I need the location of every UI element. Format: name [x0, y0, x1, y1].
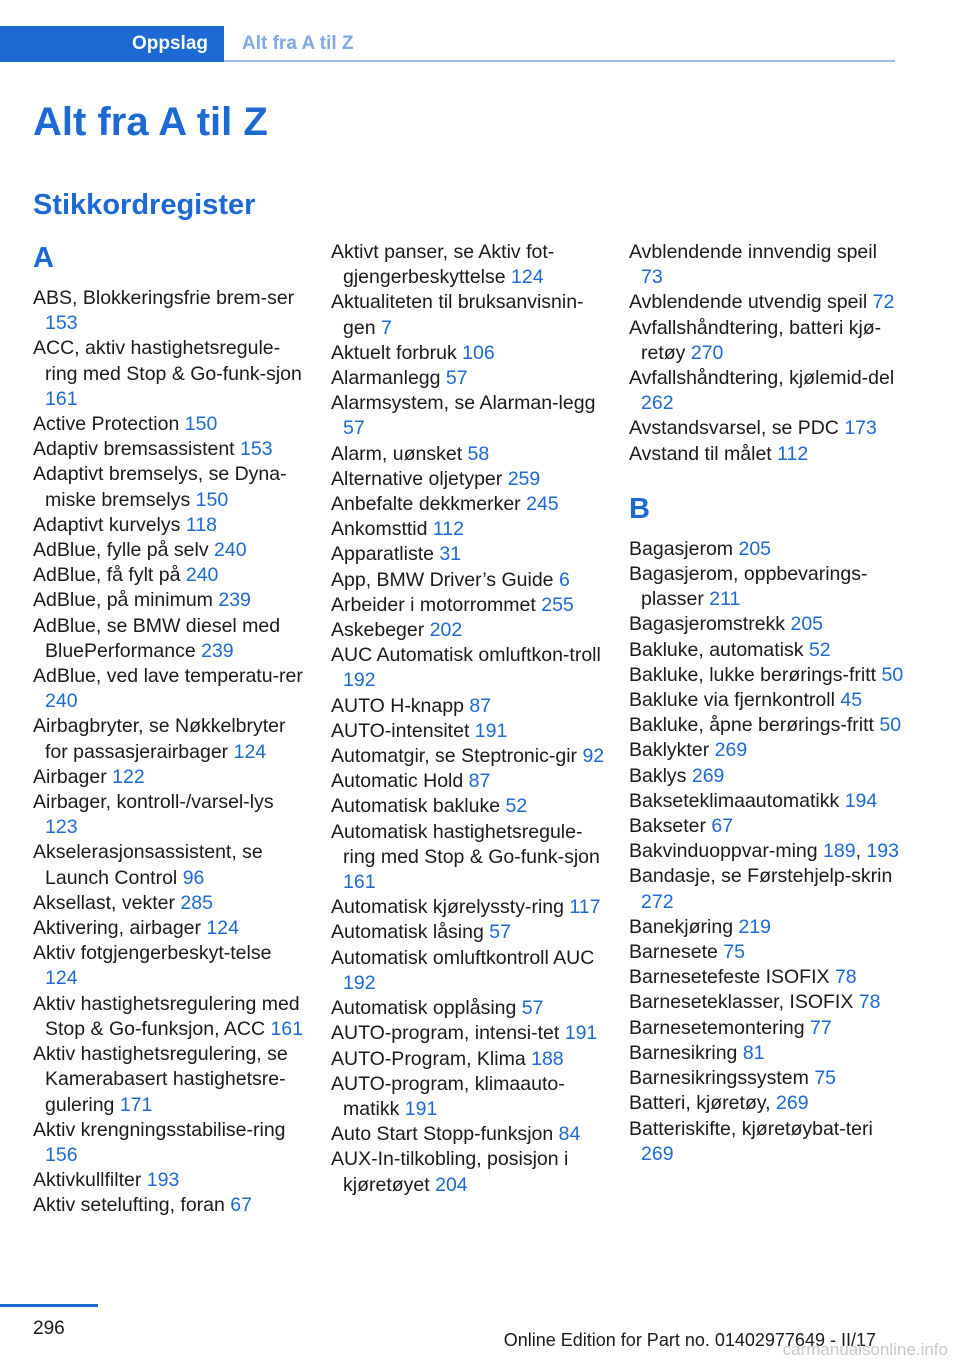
index-entry-text: Automatic Hold [331, 770, 464, 793]
page-link[interactable]: 6 [558, 568, 570, 591]
index-entry-text: Baklykter [629, 739, 710, 762]
page-link[interactable]: 161 [270, 1017, 303, 1040]
index-entry [331, 1072, 606, 1122]
index-entry-text: Banekjøring [629, 915, 734, 938]
index-entry [33, 286, 308, 336]
index-entry-text: Aktivt panser, se Aktiv fot‐gjengerbeskyttelse [331, 241, 555, 289]
index-entry-text: Adaptivt bremselys, se Dyna‐miske bremselys [33, 463, 287, 511]
index-entry-text: Barneseteklasser, ISOFIX [629, 991, 854, 1014]
index-entry [629, 366, 904, 416]
index-entry [629, 416, 904, 441]
page-link[interactable]: 240 [45, 690, 78, 713]
page-link[interactable]: 204 [435, 1173, 468, 1196]
index-entry-text: Airbager [33, 765, 107, 788]
index-entry [629, 638, 904, 663]
page-link[interactable]: 67 [711, 815, 734, 838]
index-entry-text: AUTO H-knapp [331, 694, 464, 717]
page-link[interactable]: 161 [45, 387, 78, 410]
index-entry [331, 895, 606, 920]
page-number: 296 [33, 1318, 65, 1339]
index-entry [331, 1047, 606, 1072]
index-entry-text: Ankomsttid [331, 518, 428, 541]
index-entry-text: Avblendende utvendig speil [629, 291, 868, 314]
index-entry [331, 442, 606, 467]
footer-rule [0, 1304, 98, 1307]
index-entry [33, 513, 308, 538]
page-link[interactable]: 75 [723, 941, 746, 964]
index-entry [629, 1016, 904, 1041]
index-entry [33, 588, 308, 613]
index-entry-text: Batteri, kjøretøy, [629, 1092, 771, 1115]
page-link[interactable]: 92 [582, 745, 605, 768]
index-entry-text: Alarmanlegg [331, 367, 441, 390]
page-link[interactable]: 84 [558, 1123, 581, 1146]
section-subtitle: Stikkordregister [33, 189, 256, 221]
page-link[interactable]: 219 [738, 915, 772, 938]
index-entry-text: App, BMW Driver’s Guide [331, 568, 554, 591]
index-entry [33, 765, 308, 790]
header-divider [224, 60, 895, 62]
page-link[interactable]: 194 [844, 789, 878, 812]
index-entry [331, 794, 606, 819]
index-entry-text: Alarm, uønsket [331, 442, 463, 465]
index-entry-text: Bakluke, lukke berørings‐fritt [629, 663, 877, 686]
index-entry [331, 240, 606, 290]
page-link[interactable]: 255 [541, 593, 574, 616]
index-entry-text: Automatisk kjørelyssty‐ring [331, 896, 564, 919]
page-link[interactable]: 81 [742, 1041, 765, 1064]
index-entry-text: Baklys [629, 764, 687, 787]
page-link[interactable]: 117 [569, 896, 601, 919]
index-entry [331, 290, 606, 340]
index-column-2 [331, 240, 606, 1198]
page-link[interactable]: 112 [777, 442, 809, 465]
page-link[interactable]: 192 [343, 971, 376, 994]
index-entry [629, 537, 904, 562]
index-entry [629, 940, 904, 965]
index-entry [33, 992, 308, 1042]
page-link[interactable]: 57 [489, 921, 511, 944]
page-link[interactable]: 202 [429, 619, 463, 642]
index-entry [629, 839, 904, 864]
page-link[interactable]: 87 [469, 694, 492, 717]
index-entry-text: Automatgir, se Steptronic-gir [331, 745, 578, 768]
index-entry [331, 694, 606, 719]
page-link[interactable]: 124 [45, 967, 78, 990]
page-link[interactable]: 189 [823, 840, 856, 863]
edition-note: Online Edition for Part no. 01402977649 - II/17 [503, 1330, 876, 1350]
page-link[interactable]: 118 [185, 513, 217, 536]
index-entry [331, 542, 606, 567]
page-link[interactable]: 205 [790, 613, 824, 636]
index-entry [33, 437, 308, 462]
page-link[interactable]: 77 [810, 1016, 832, 1039]
index-entry [629, 738, 904, 763]
index-entry-text: AdBlue, på minimum [33, 589, 213, 612]
index-entry-text: Askebeger [331, 619, 425, 642]
page-link[interactable]: 270 [690, 341, 724, 364]
index-entry [629, 688, 904, 713]
index-entry [629, 814, 904, 839]
index-entry [629, 990, 904, 1015]
index-entry-text: Aktiv fotgjengerbeskyt‐telse [33, 942, 272, 965]
page-link[interactable]: 50 [881, 663, 904, 686]
index-entry-text: Alarmsystem, se Alarman‐legg [331, 392, 596, 415]
index-entry-text: Bakluke, automatisk [629, 638, 804, 661]
page-link[interactable]: 269 [691, 764, 725, 787]
index-entry-text: Auto Start Stopp-funksjon [331, 1123, 554, 1146]
index-entry [33, 563, 308, 588]
index-entry [33, 1042, 308, 1118]
page-link[interactable]: 193 [866, 840, 899, 863]
index-entry-text: AdBlue, se BMW diesel med BluePerformance [33, 614, 281, 662]
page-link[interactable]: 78 [834, 966, 857, 989]
index-entry [33, 840, 308, 890]
index-entry [33, 714, 308, 764]
index-entry-text: Aktualiteten til bruksanvisnin‐gen [331, 291, 584, 339]
page-link[interactable]: 240 [185, 564, 219, 587]
index-entry [629, 290, 904, 315]
index-entry-text: Bandasje, se Førstehjelp‐skrin [629, 865, 893, 888]
index-entry-text: Avblendende innvendig speil [629, 241, 877, 263]
index-entry-text: Aktiv hastighetsregulering med Stop & Go-funksjon, ACC [33, 992, 300, 1040]
page-link[interactable]: 124 [233, 740, 267, 763]
index-entry [331, 920, 606, 945]
index-entry-text: Bakluke, åpne berørings‐fritt [629, 714, 874, 737]
page-link[interactable]: 87 [468, 770, 491, 793]
index-entry-text: Automatisk omluftkontroll AUC [331, 946, 595, 969]
index-entry [331, 618, 606, 643]
section-letter: A [33, 242, 54, 274]
index-entry-text: Airbagbryter, se Nøkkelbryter for passasjerairbager [33, 715, 286, 763]
page-link[interactable]: 123 [45, 816, 78, 839]
page-link[interactable]: 31 [439, 543, 462, 566]
index-entry [33, 941, 308, 991]
index-entry-text: Arbeider i motorrommet [331, 593, 536, 616]
page-link[interactable]: 161 [343, 871, 376, 894]
index-entry-text: Adaptiv bremsassistent [33, 438, 235, 461]
page-link[interactable]: 191 [564, 1022, 598, 1045]
index-entry-text: Avstandsvarsel, se PDC [629, 417, 839, 440]
index-entry-text: ABS, Blokkeringsfrie brem‐ser [33, 287, 295, 309]
page-link[interactable]: 245 [526, 493, 559, 516]
index-entry-text: Barnesete [629, 941, 718, 964]
index-entry-text: Apparatliste [331, 543, 434, 566]
index-entry [629, 562, 904, 612]
index-entry [331, 492, 606, 517]
page-separator: , [855, 840, 861, 863]
page-link[interactable]: 78 [858, 991, 881, 1014]
index-entry-text: Barnesetefeste ISOFIX [629, 966, 830, 989]
index-entry-text: Automatisk hastighetsregule‐ring med Stop & Go-funk‐sjon [331, 820, 600, 868]
index-entry [331, 593, 606, 618]
index-entry [629, 316, 904, 366]
index-entry-text: Aktivkullfilter [33, 1169, 142, 1192]
page-link[interactable]: 58 [467, 442, 490, 465]
page-link[interactable]: 52 [505, 795, 528, 818]
index-entry [33, 664, 308, 714]
page-link[interactable]: 45 [840, 689, 863, 712]
index-entry [331, 769, 606, 794]
index-entry [33, 1193, 308, 1218]
index-entry-text: Bagasjerom [629, 537, 734, 560]
page-link[interactable]: 122 [112, 765, 145, 788]
index-column-3 [629, 240, 904, 1167]
page-link[interactable]: 269 [641, 1142, 674, 1165]
page-link[interactable]: 173 [844, 417, 877, 440]
page-link[interactable]: 150 [184, 413, 218, 436]
page-link[interactable]: 269 [776, 1092, 809, 1115]
index-entry [331, 719, 606, 744]
index-entry-text: AdBlue, ved lave temperatu‐rer [33, 665, 303, 688]
index-entry-text: Batteriskifte, kjøretøybat‐teri [629, 1117, 873, 1140]
page-link[interactable]: 57 [445, 367, 468, 390]
index-entry-text: Aktiv hastighetsregulering, se Kamerabasert hastighetsre‐gulering [33, 1043, 288, 1116]
index-entry-text: Automatisk bakluke [331, 795, 501, 818]
index-entry-text: AUTO-Program, Klima [331, 1047, 526, 1070]
tab-oppslag[interactable]: Oppslag [0, 26, 224, 62]
index-entry-text: Barnesikringssystem [629, 1067, 809, 1090]
index-entry-text: Automatisk opplåsing [331, 997, 517, 1020]
index-entry [33, 336, 308, 412]
page-link[interactable]: 67 [230, 1194, 252, 1217]
page-link[interactable]: 211 [709, 588, 741, 611]
page-link[interactable]: 153 [240, 438, 273, 461]
index-entry [331, 341, 606, 366]
page-link[interactable]: 153 [45, 312, 78, 335]
page-link[interactable]: 269 [714, 739, 748, 762]
index-entry-text: AUTO-program, intensi‐tet [331, 1022, 560, 1045]
page-link[interactable]: 191 [474, 719, 508, 742]
index-entry-text: Aktiv krengningsstabilise‐ring [33, 1118, 286, 1141]
index-entry [331, 1147, 606, 1197]
index-entry-text: Aksellast, vekter [33, 891, 175, 914]
index-entry [331, 996, 606, 1021]
page-link[interactable]: 72 [872, 291, 895, 314]
watermark: carmanualsonline.info [782, 1340, 948, 1359]
page-link[interactable]: 73 [641, 266, 663, 289]
index-entry-text: Bakluke via fjernkontroll [629, 689, 835, 712]
page-link[interactable]: 124 [511, 266, 544, 289]
index-entry-text: Barnesikring [629, 1041, 738, 1064]
index-entry [629, 965, 904, 990]
page-title: Alt fra A til Z [33, 100, 268, 144]
page-link[interactable]: 193 [146, 1169, 180, 1192]
page-link[interactable]: 259 [507, 467, 541, 490]
page-link[interactable]: 106 [462, 341, 495, 364]
index-entry-text: Aktivering, airbager [33, 917, 201, 940]
index-entry-text: AUC Automatisk omluftkon‐troll [331, 644, 601, 667]
index-entry-text: Bagasjerom, oppbevarings‐plasser [629, 563, 868, 611]
index-entry [331, 568, 606, 593]
index-entry-text: Avstand til målet [629, 442, 772, 465]
index-entry [331, 517, 606, 542]
index-entry-text: Anbefalte dekkmerker [331, 493, 521, 516]
index-column-1 [33, 240, 308, 1219]
index-entry [331, 366, 606, 391]
page-link[interactable]: 112 [432, 518, 464, 541]
index-entry-text: Barnesetemontering [629, 1016, 805, 1039]
index-entry-text: Automatisk låsing [331, 921, 484, 944]
index-entry [629, 1066, 904, 1091]
index-entry [331, 946, 606, 996]
section-letter: B [629, 492, 650, 525]
index-entry-text: Bagasjeromstrekk [629, 613, 786, 636]
index-entry [629, 1041, 904, 1066]
index-entry-text: Avfallshåndtering, kjølemid‐del [629, 367, 895, 390]
top-navigation [0, 26, 895, 62]
index-entry-text: AdBlue, få fylt på [33, 564, 181, 587]
page-link[interactable]: 262 [641, 392, 674, 415]
index-entry [629, 240, 904, 290]
index-entry [33, 614, 308, 664]
page-link[interactable]: 57 [343, 417, 365, 440]
page-link[interactable]: 205 [738, 537, 772, 560]
page-link[interactable]: 171 [119, 1093, 153, 1116]
page-link[interactable]: 285 [180, 891, 213, 914]
index-entry [629, 864, 904, 914]
index-entry-text: Aktiv setelufting, foran [33, 1194, 225, 1217]
index-entry-text: Bakseteklimaautomatikk [629, 789, 840, 812]
index-entry [33, 462, 308, 512]
index-entry-text: ACC, aktiv hastighetsregule‐ring med Stop & Go-funk‐sjon [33, 337, 302, 385]
tab-alt-fra-a-til-z[interactable]: Alt fra A til Z [242, 33, 354, 54]
index-entry [331, 467, 606, 492]
index-entry-text: Aktuelt forbruk [331, 341, 457, 364]
page-link[interactable]: 239 [201, 639, 234, 662]
page-link[interactable]: 150 [195, 488, 229, 511]
index-entry [629, 663, 904, 688]
index-entry [629, 612, 904, 637]
index-entry [33, 790, 308, 840]
page-link[interactable]: 57 [521, 997, 544, 1020]
index-entry [331, 1021, 606, 1046]
index-entry [629, 713, 904, 738]
index-entry-text: Alternative oljetyper [331, 467, 503, 490]
index-entry-text: Akselerasjonsassistent, se Launch Control [33, 841, 263, 889]
index-entry [33, 891, 308, 916]
page-link[interactable]: 50 [879, 714, 902, 737]
index-entry-text: AUTO-intensitet [331, 719, 470, 742]
page-link[interactable]: 96 [182, 866, 205, 889]
index-entry [33, 412, 308, 437]
index-entry-text: AdBlue, fylle på selv [33, 539, 209, 562]
index-entry-text: Airbager, kontroll-/varsel‐lys [33, 791, 274, 814]
index-entry [629, 915, 904, 940]
page-link[interactable]: 240 [214, 539, 247, 562]
page-link[interactable]: 7 [380, 316, 392, 339]
index-entry-text: Avfallshåndtering, batteri kjø‐retøy [629, 316, 882, 364]
index-entry-text: AUTO-program, klimaauto‐matikk [331, 1072, 565, 1120]
index-entry [33, 1168, 308, 1193]
page-link[interactable]: 272 [641, 890, 674, 913]
index-entry-text: Active Protection [33, 413, 180, 436]
page-link[interactable]: 75 [814, 1067, 837, 1090]
index-entry [629, 1117, 904, 1167]
page-link[interactable]: 188 [531, 1047, 564, 1070]
page-link[interactable]: 191 [404, 1097, 438, 1120]
index-entry [629, 442, 904, 467]
index-entry [629, 789, 904, 814]
index-entry [33, 916, 308, 941]
index-entry-text: Adaptivt kurvelys [33, 513, 181, 536]
page-link[interactable]: 192 [343, 669, 376, 692]
index-entry-text: AUX-In-tilkobling, posisjon i kjøretøyet [331, 1148, 569, 1196]
index-entry [33, 538, 308, 563]
index-entry [629, 764, 904, 789]
page-link[interactable]: 156 [45, 1143, 78, 1166]
index-entry-text: Bakseter [629, 815, 706, 838]
index-entry-text: Bakvinduoppvar‐ming [629, 840, 818, 863]
page-link[interactable]: 52 [808, 638, 831, 661]
index-entry [331, 744, 606, 769]
index-entry [331, 391, 606, 441]
page-link[interactable]: 239 [218, 589, 251, 612]
index-entry [331, 820, 606, 896]
index-entry [629, 1091, 904, 1116]
index-entry [331, 643, 606, 693]
page-link[interactable]: 124 [206, 917, 239, 940]
index-entry [331, 1122, 606, 1147]
index-entry [33, 1118, 308, 1168]
